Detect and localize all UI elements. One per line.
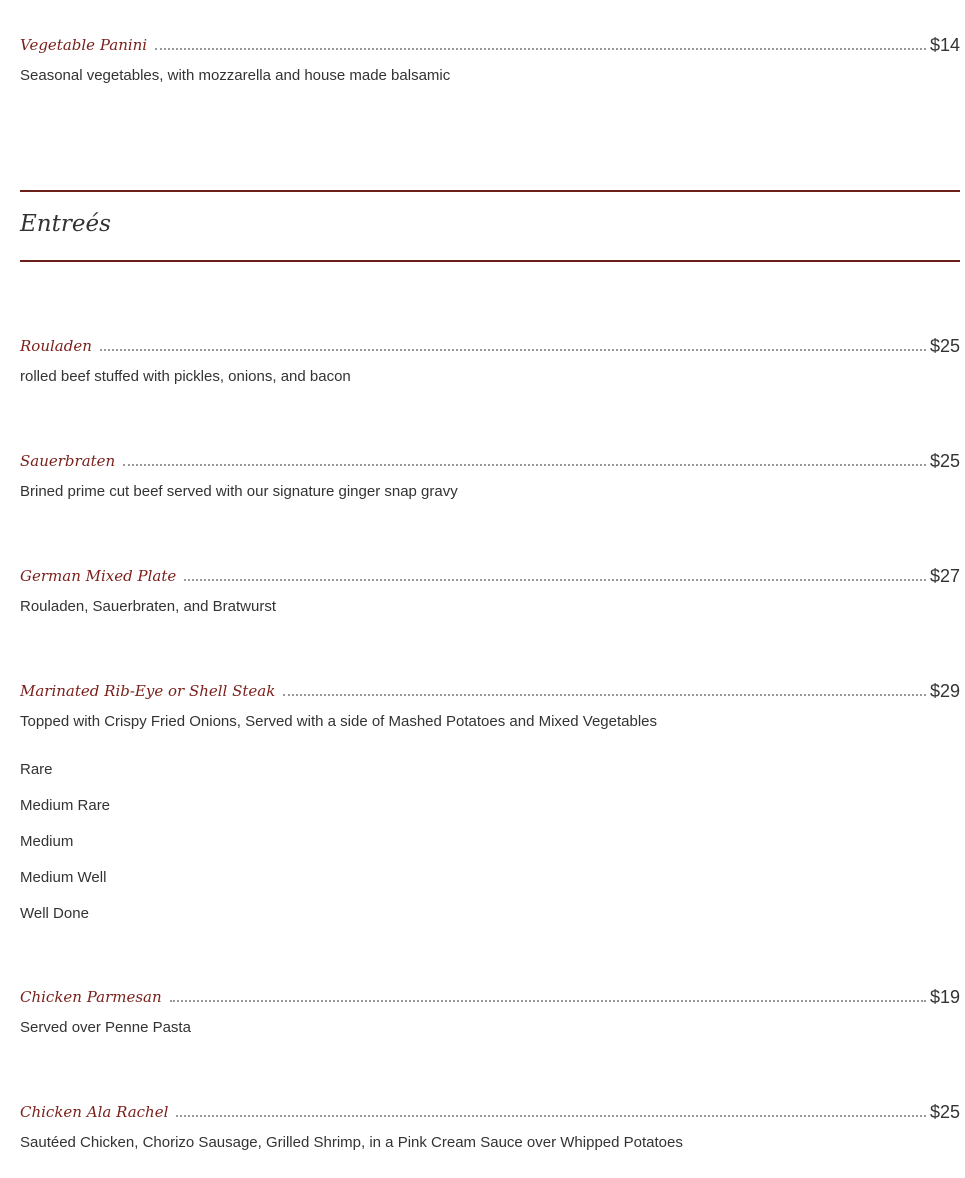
menu-item-chicken-ala-rachel: [20, 1097, 960, 1152]
item-name: Marinated Rib-Eye or Shell Steak: [20, 682, 276, 700]
item-name: Sauerbraten: [20, 452, 116, 470]
item-row: [20, 982, 960, 1008]
item-name: Chicken Ala Rachel: [20, 1103, 169, 1121]
item-description: Sautéed Chicken, Chorizo Sausage, Grilled Shrimp, in a Pink Cream Sauce over Whipped Potatoes: [20, 1134, 683, 1151]
item-row: [20, 446, 960, 472]
item-description: Served over Penne Pasta: [20, 1019, 191, 1036]
dot-leader: [184, 579, 926, 581]
dot-leader: [155, 48, 926, 50]
item-name: Chicken Parmesan: [20, 988, 162, 1006]
dot-leader: [283, 694, 926, 696]
item-row: [20, 331, 960, 357]
menu-item-chicken-parmesan: [20, 982, 960, 1037]
option-medium-well[interactable]: Medium Well: [20, 869, 107, 886]
dot-leader: [176, 1115, 926, 1117]
item-row: [20, 676, 960, 702]
item-price: $25: [929, 451, 960, 471]
item-description: Brined prime cut beef served with our signature ginger snap gravy: [20, 483, 458, 500]
item-price: $14: [929, 35, 960, 55]
menu-item-rib-eye-steak: [20, 676, 960, 941]
option-medium-rare[interactable]: Medium Rare: [20, 797, 111, 814]
item-row: [20, 561, 960, 587]
dot-leader: [100, 349, 926, 351]
item-price: $25: [929, 336, 960, 356]
menu-item-german-mixed-plate: [20, 561, 960, 616]
item-description: Rouladen, Sauerbraten, and Bratwurst: [20, 598, 276, 615]
dot-leader: [170, 1000, 926, 1002]
item-price: $19: [929, 987, 960, 1007]
item-row: [20, 1097, 960, 1123]
doneness-options: [20, 761, 960, 941]
item-name: Vegetable Panini: [20, 36, 148, 54]
item-description: rolled beef stuffed with pickles, onions, and bacon: [20, 368, 351, 385]
option-rare[interactable]: Rare: [20, 761, 53, 778]
item-description: Seasonal vegetables, with mozzarella and house made balsamic: [20, 67, 451, 84]
menu-item-vegetable-panini: [20, 30, 960, 85]
item-price: $29: [929, 681, 960, 701]
item-description: Topped with Crispy Fried Onions, Served with a side of Mashed Potatoes and Mixed Vegetables: [20, 713, 658, 730]
dot-leader: [123, 464, 926, 466]
section-header-entrees: [20, 190, 960, 262]
option-well-done[interactable]: Well Done: [20, 905, 89, 922]
item-name: Rouladen: [20, 337, 92, 355]
item-name: German Mixed Plate: [20, 567, 177, 585]
menu-item-sauerbraten: [20, 446, 960, 501]
section-title: Entreés: [20, 211, 111, 237]
item-row: [20, 30, 960, 56]
item-price: $25: [929, 1102, 960, 1122]
menu-item-rouladen: [20, 331, 960, 386]
item-price: $27: [929, 566, 960, 586]
option-medium[interactable]: Medium: [20, 833, 74, 850]
